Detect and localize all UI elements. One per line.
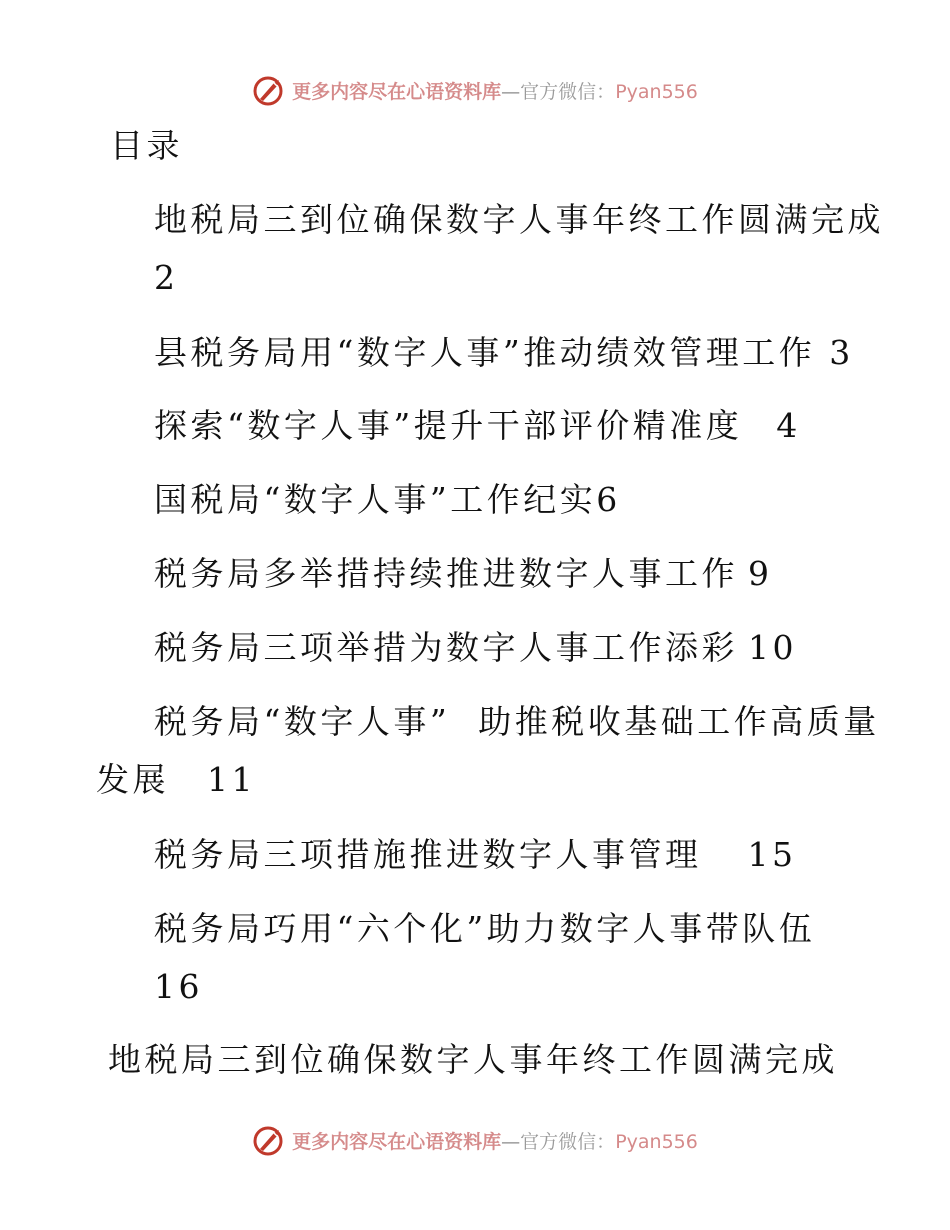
toc-item-1-title[interactable]: 地税局三到位确保数字人事年终工作圆满完成 [154,200,884,239]
toc-item-4-page: 6 [596,480,621,519]
toc-heading: 目录 [110,126,183,165]
toc-item-4-title: 国税局“数字人事”工作纪实 [154,480,597,519]
toc-item-6[interactable] [154,628,797,668]
watermark-text: 更多内容尽在心语资料库—官方微信：Pyan556 [292,80,698,103]
toc-item-5-title: 税务局多举措持续推进数字人事工作 [154,554,738,593]
toc-item-3-page: 4 [776,406,801,445]
toc-item-2-page: 3 [829,333,854,372]
toc-item-2-title: 县税务局用“数字人事”推动绩效管理工作 [154,333,816,372]
toc-item-8-page: 15 [747,835,797,874]
toc-item-7-title-line2: 发展 [96,760,169,799]
toc-item-9-title[interactable]: 税务局巧用“六个化”助力数字人事带队伍 [154,909,816,948]
toc-item-5[interactable] [154,554,773,594]
toc-item-9-page: 16 [154,967,203,1006]
article-title: 地税局三到位确保数字人事年终工作圆满完成 [108,1040,838,1079]
watermark-text: 更多内容尽在心语资料库—官方微信：Pyan556 [292,1130,698,1153]
toc-item-6-title: 税务局三项举措为数字人事工作添彩 [154,628,738,667]
toc-item-2[interactable] [154,333,854,373]
toc-item-4[interactable] [154,480,621,520]
toc-item-3[interactable] [154,406,801,446]
toc-item-7-page: 11 [207,760,256,799]
toc-item-5-page: 9 [748,554,773,593]
toc-item-6-page: 10 [748,628,797,667]
toc-item-8[interactable] [154,835,797,875]
toc-item-7-title-line1[interactable]: 税务局“数字人事” 助推税收基础工作高质量 [154,702,880,741]
toc-item-7-line2[interactable] [96,760,256,800]
toc-item-1-page: 2 [154,258,179,297]
pen-logo-icon [252,73,286,107]
toc-item-8-title: 税务局三项措施推进数字人事管理 [154,835,702,874]
toc-item-3-title: 探索“数字人事”提升干部评价精准度 [154,406,743,445]
header-watermark [0,70,950,110]
pen-logo-icon [252,1123,286,1157]
footer-watermark [0,1120,950,1160]
